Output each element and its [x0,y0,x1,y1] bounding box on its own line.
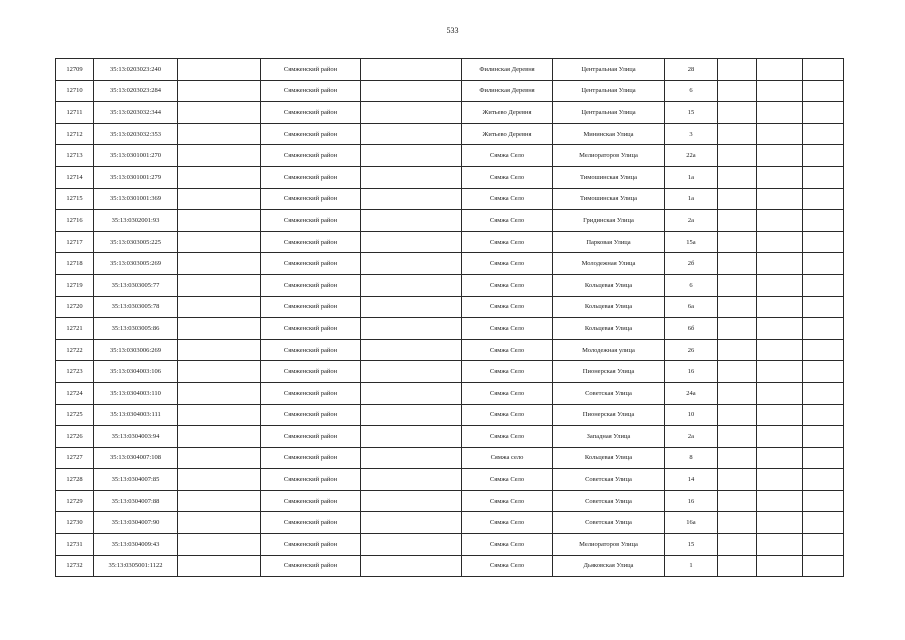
empty-cell [757,188,803,210]
cadastral-number-cell: 35:13:0302001:93 [94,210,178,232]
empty-cell [718,426,757,448]
empty-cell [178,555,261,577]
record-number-cell: 12732 [56,555,94,577]
empty-cell [361,534,462,556]
cadastral-number-cell: 35:13:0303005:78 [94,296,178,318]
street-cell: Дьяковская Улица [553,555,665,577]
empty-cell [757,210,803,232]
table-row [56,512,844,534]
empty-cell [803,59,844,81]
empty-cell [178,447,261,469]
record-number-cell: 12710 [56,80,94,102]
house-number-cell: 16 [665,361,718,383]
settlement-cell: Сямжа Село [462,253,553,275]
table-row [56,555,844,577]
table-row [56,404,844,426]
street-cell: Кольцевая Улица [553,318,665,340]
empty-cell [803,296,844,318]
empty-cell [178,166,261,188]
record-number-cell: 12722 [56,339,94,361]
district-cell: Сямженский район [261,426,361,448]
record-number-cell: 12718 [56,253,94,275]
empty-cell [803,404,844,426]
empty-cell [361,188,462,210]
house-number-cell: 6 [665,80,718,102]
cadastral-number-cell: 35:13:0203023:284 [94,80,178,102]
empty-cell [803,512,844,534]
table-row [56,80,844,102]
settlement-cell: Сямжа Село [462,145,553,167]
street-cell: Центральная Улица [553,102,665,124]
table-row [56,490,844,512]
empty-cell [178,188,261,210]
empty-cell [361,382,462,404]
record-number-cell: 12714 [56,166,94,188]
empty-cell [718,447,757,469]
empty-cell [361,231,462,253]
cadastral-number-cell: 35:13:0305001:1122 [94,555,178,577]
cadastral-number-cell: 35:13:0203023:240 [94,59,178,81]
empty-cell [178,296,261,318]
house-number-cell: 2б [665,253,718,275]
house-number-cell: 24а [665,382,718,404]
empty-cell [361,210,462,232]
record-number-cell: 12726 [56,426,94,448]
empty-cell [803,145,844,167]
empty-cell [178,382,261,404]
empty-cell [803,123,844,145]
registry-table [55,58,844,577]
district-cell: Сямженский район [261,361,361,383]
empty-cell [361,339,462,361]
district-cell: Сямженский район [261,490,361,512]
empty-cell [178,361,261,383]
settlement-cell: Сямжа Село [462,210,553,232]
empty-cell [718,382,757,404]
street-cell: Пионерская Улица [553,404,665,426]
empty-cell [803,80,844,102]
district-cell: Сямженский район [261,296,361,318]
record-number-cell: 12721 [56,318,94,340]
street-cell: Парковая Улица [553,231,665,253]
district-cell: Сямженский район [261,123,361,145]
empty-cell [178,534,261,556]
empty-cell [361,296,462,318]
record-number-cell: 12720 [56,296,94,318]
empty-cell [718,296,757,318]
house-number-cell: 26 [665,339,718,361]
street-cell: Тимошинская Улица [553,188,665,210]
table-row [56,447,844,469]
empty-cell [361,490,462,512]
cadastral-number-cell: 35:13:0203032:353 [94,123,178,145]
empty-cell [718,59,757,81]
district-cell: Сямженский район [261,80,361,102]
record-number-cell: 12723 [56,361,94,383]
empty-cell [803,469,844,491]
empty-cell [803,210,844,232]
cadastral-number-cell: 35:13:0303005:269 [94,253,178,275]
settlement-cell: Сямжа Село [462,274,553,296]
empty-cell [803,231,844,253]
street-cell: Кольцевая Улица [553,447,665,469]
registry-table-body [56,59,844,577]
empty-cell [361,59,462,81]
cadastral-number-cell: 35:13:0304007:85 [94,469,178,491]
empty-cell [757,123,803,145]
record-number-cell: 12729 [56,490,94,512]
empty-cell [178,469,261,491]
empty-cell [757,339,803,361]
table-row [56,59,844,81]
cadastral-number-cell: 35:13:0304007:88 [94,490,178,512]
empty-cell [718,469,757,491]
house-number-cell: 3 [665,123,718,145]
empty-cell [178,318,261,340]
empty-cell [718,512,757,534]
house-number-cell: 16а [665,512,718,534]
table-row [56,274,844,296]
district-cell: Сямженский район [261,404,361,426]
empty-cell [718,490,757,512]
district-cell: Сямженский район [261,555,361,577]
empty-cell [718,145,757,167]
empty-cell [718,361,757,383]
record-number-cell: 12715 [56,188,94,210]
table-row [56,361,844,383]
empty-cell [757,231,803,253]
settlement-cell: Сямжа Село [462,231,553,253]
empty-cell [757,426,803,448]
street-cell: Кольцевая Улица [553,274,665,296]
empty-cell [803,555,844,577]
cadastral-number-cell: 35:13:0301001:270 [94,145,178,167]
empty-cell [178,426,261,448]
empty-cell [718,188,757,210]
empty-cell [178,102,261,124]
settlement-cell: Сямжа Село [462,555,553,577]
settlement-cell: Филинская Деревня [462,80,553,102]
table-row [56,426,844,448]
settlement-cell: Житьево Деревня [462,123,553,145]
settlement-cell: Сямжа Село [462,469,553,491]
settlement-cell: Сямжа Село [462,296,553,318]
table-row [56,296,844,318]
house-number-cell: 1а [665,188,718,210]
district-cell: Сямженский район [261,166,361,188]
cadastral-number-cell: 35:13:0304007:108 [94,447,178,469]
empty-cell [757,102,803,124]
record-number-cell: 12731 [56,534,94,556]
empty-cell [757,404,803,426]
record-number-cell: 12724 [56,382,94,404]
empty-cell [361,447,462,469]
house-number-cell: 1а [665,166,718,188]
empty-cell [178,253,261,275]
cadastral-number-cell: 35:13:0303005:225 [94,231,178,253]
district-cell: Сямженский район [261,318,361,340]
house-number-cell: 15 [665,102,718,124]
cadastral-number-cell: 35:13:0301001:279 [94,166,178,188]
district-cell: Сямженский район [261,469,361,491]
empty-cell [178,490,261,512]
record-number-cell: 12719 [56,274,94,296]
empty-cell [803,361,844,383]
empty-cell [718,404,757,426]
record-number-cell: 12717 [56,231,94,253]
empty-cell [757,555,803,577]
empty-cell [178,274,261,296]
settlement-cell: Филинская Деревня [462,59,553,81]
empty-cell [361,318,462,340]
empty-cell [361,555,462,577]
empty-cell [757,80,803,102]
empty-cell [803,426,844,448]
table-row [56,123,844,145]
empty-cell [178,210,261,232]
empty-cell [757,469,803,491]
empty-cell [178,512,261,534]
cadastral-number-cell: 35:13:0304003:111 [94,404,178,426]
street-cell: Западная Улица [553,426,665,448]
empty-cell [361,166,462,188]
empty-cell [361,123,462,145]
empty-cell [361,361,462,383]
empty-cell [178,339,261,361]
empty-cell [718,123,757,145]
district-cell: Сямженский район [261,210,361,232]
empty-cell [757,274,803,296]
settlement-cell: Сямжа Село [462,318,553,340]
settlement-cell: Житьево Деревня [462,102,553,124]
cadastral-number-cell: 35:13:0303006:269 [94,339,178,361]
empty-cell [757,166,803,188]
district-cell: Сямженский район [261,59,361,81]
district-cell: Сямженский район [261,188,361,210]
empty-cell [718,534,757,556]
cadastral-number-cell: 35:13:0203032:344 [94,102,178,124]
house-number-cell: 15а [665,231,718,253]
empty-cell [803,490,844,512]
street-cell: Кольцевая Улица [553,296,665,318]
settlement-cell: Сямжа Село [462,339,553,361]
street-cell: Пионерская Улица [553,361,665,383]
empty-cell [361,426,462,448]
settlement-cell: Сямжа Село [462,382,553,404]
cadastral-number-cell: 35:13:0304003:94 [94,426,178,448]
settlement-cell: Сямжа Село [462,490,553,512]
district-cell: Сямженский район [261,253,361,275]
empty-cell [361,274,462,296]
empty-cell [718,231,757,253]
table-row [56,231,844,253]
empty-cell [361,102,462,124]
table-row [56,253,844,275]
empty-cell [361,145,462,167]
empty-cell [757,361,803,383]
empty-cell [718,80,757,102]
record-number-cell: 12727 [56,447,94,469]
street-cell: Советская Улица [553,512,665,534]
street-cell: Молодежная Улица [553,253,665,275]
empty-cell [718,253,757,275]
empty-cell [178,59,261,81]
district-cell: Сямженский район [261,447,361,469]
street-cell: Гридинская Улица [553,210,665,232]
empty-cell [178,231,261,253]
empty-cell [757,296,803,318]
district-cell: Сямженский район [261,339,361,361]
record-number-cell: 12709 [56,59,94,81]
street-cell: Тимошинская Улица [553,166,665,188]
empty-cell [803,339,844,361]
table-row [56,145,844,167]
empty-cell [757,145,803,167]
record-number-cell: 12711 [56,102,94,124]
settlement-cell: Сямжа Село [462,426,553,448]
empty-cell [361,404,462,426]
empty-cell [803,447,844,469]
empty-cell [803,188,844,210]
empty-cell [718,318,757,340]
settlement-cell: Сямжа Село [462,361,553,383]
house-number-cell: 14 [665,469,718,491]
cadastral-number-cell: 35:13:0304009:43 [94,534,178,556]
record-number-cell: 12716 [56,210,94,232]
table-row [56,210,844,232]
settlement-cell: Сямжа село [462,447,553,469]
district-cell: Сямженский район [261,512,361,534]
empty-cell [361,512,462,534]
empty-cell [178,145,261,167]
empty-cell [178,123,261,145]
empty-cell [757,512,803,534]
district-cell: Сямженский район [261,231,361,253]
settlement-cell: Сямжа Село [462,512,553,534]
house-number-cell: 2а [665,426,718,448]
house-number-cell: 8 [665,447,718,469]
empty-cell [178,404,261,426]
record-number-cell: 12725 [56,404,94,426]
district-cell: Сямженский район [261,534,361,556]
cadastral-number-cell: 35:13:0304007:90 [94,512,178,534]
district-cell: Сямженский район [261,102,361,124]
settlement-cell: Сямжа Село [462,166,553,188]
street-cell: Мелиораторов Улица [553,534,665,556]
empty-cell [803,166,844,188]
empty-cell [718,166,757,188]
settlement-cell: Сямжа Село [462,404,553,426]
record-number-cell: 12712 [56,123,94,145]
empty-cell [361,253,462,275]
house-number-cell: 6а [665,296,718,318]
empty-cell [757,253,803,275]
house-number-cell: 6 [665,274,718,296]
empty-cell [757,447,803,469]
empty-cell [718,555,757,577]
empty-cell [757,382,803,404]
table-row [56,382,844,404]
empty-cell [718,102,757,124]
record-number-cell: 12713 [56,145,94,167]
empty-cell [803,274,844,296]
table-row [56,534,844,556]
house-number-cell: 2а [665,210,718,232]
street-cell: Центральная Улица [553,80,665,102]
empty-cell [803,318,844,340]
cadastral-number-cell: 35:13:0303005:77 [94,274,178,296]
house-number-cell: 10 [665,404,718,426]
empty-cell [178,80,261,102]
table-row [56,166,844,188]
house-number-cell: 28 [665,59,718,81]
empty-cell [718,339,757,361]
settlement-cell: Сямжа Село [462,534,553,556]
empty-cell [757,534,803,556]
district-cell: Сямженский район [261,145,361,167]
empty-cell [803,382,844,404]
table-row [56,102,844,124]
street-cell: Советская Улица [553,469,665,491]
empty-cell [718,210,757,232]
cadastral-number-cell: 35:13:0303005:86 [94,318,178,340]
table-row [56,339,844,361]
street-cell: Молодежная улица [553,339,665,361]
district-cell: Сямженский район [261,382,361,404]
cadastral-number-cell: 35:13:0301001:369 [94,188,178,210]
cadastral-number-cell: 35:13:0304003:110 [94,382,178,404]
table-row [56,188,844,210]
empty-cell [803,534,844,556]
empty-cell [803,253,844,275]
empty-cell [361,469,462,491]
house-number-cell: 1 [665,555,718,577]
record-number-cell: 12730 [56,512,94,534]
settlement-cell: Сямжа Село [462,188,553,210]
house-number-cell: 22а [665,145,718,167]
table-row [56,469,844,491]
cadastral-number-cell: 35:13:0304003:106 [94,361,178,383]
empty-cell [757,59,803,81]
empty-cell [757,318,803,340]
house-number-cell: 16 [665,490,718,512]
table-row [56,318,844,340]
street-cell: Советская Улица [553,490,665,512]
street-cell: Центральная Улица [553,59,665,81]
street-cell: Мининская Улица [553,123,665,145]
record-number-cell: 12728 [56,469,94,491]
empty-cell [361,80,462,102]
empty-cell [718,274,757,296]
page-number: 533 [446,26,459,35]
street-cell: Советская Улица [553,382,665,404]
empty-cell [803,102,844,124]
house-number-cell: 6б [665,318,718,340]
district-cell: Сямженский район [261,274,361,296]
empty-cell [757,490,803,512]
street-cell: Мелиораторов Улица [553,145,665,167]
house-number-cell: 15 [665,534,718,556]
